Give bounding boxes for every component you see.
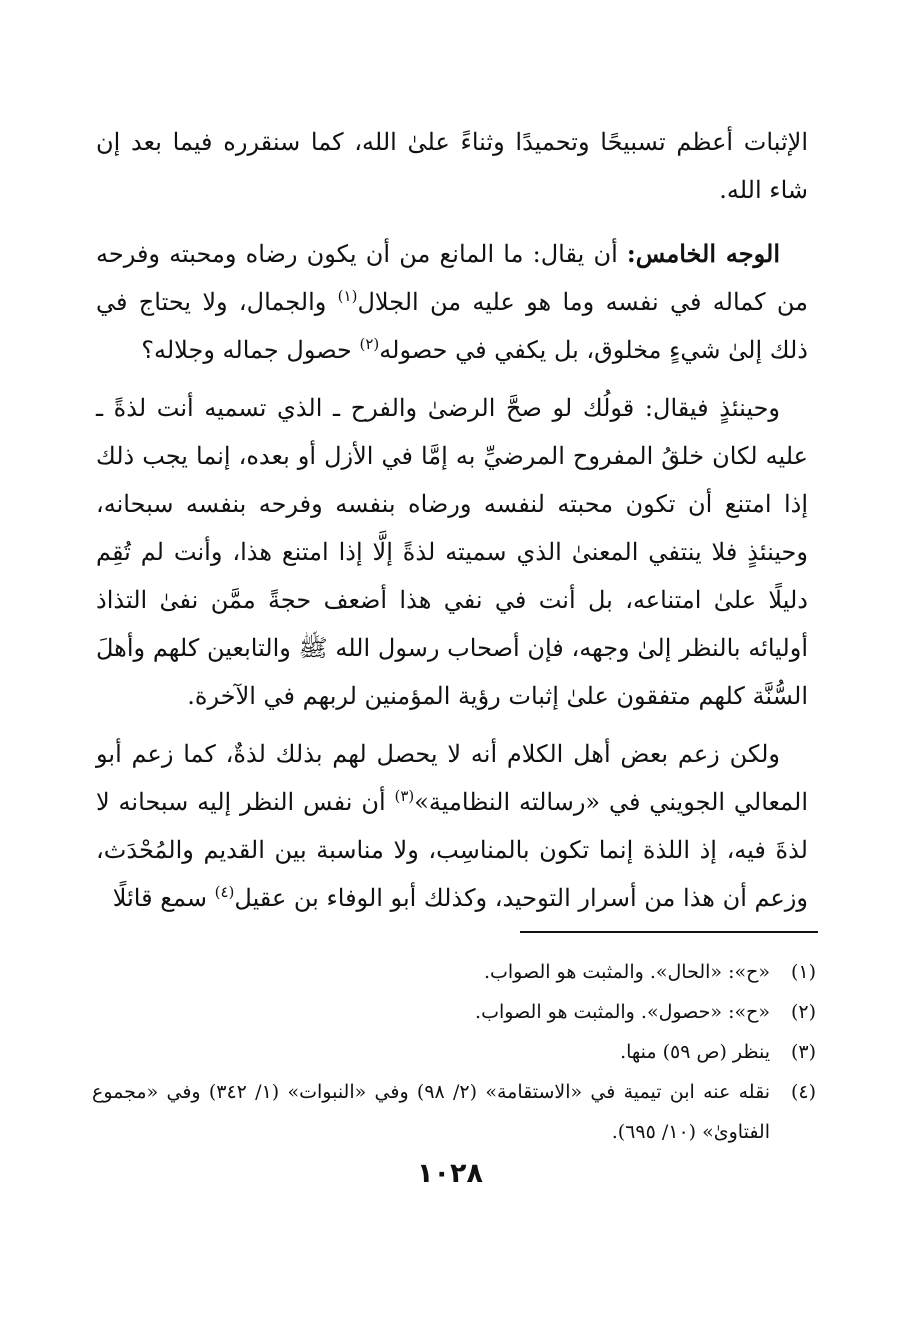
paragraph-continuation: الإثبات أعظم تسبيحًا وتحميدًا وثناءً علىٰ الله، كما سنقرره فيما بعد إن شاء الله. (96, 128, 808, 204)
footnote-number: (٣) (790, 1041, 816, 1063)
footnote-text: ينظر (ص ٥٩) منها. (620, 1041, 770, 1063)
paragraph-fifth-aspect (96, 230, 808, 374)
paragraph-text: سمع قائلًا (112, 884, 215, 912)
paragraph-text: حصول جماله وجلاله؟ (141, 336, 360, 364)
section-heading: الوجه الخامس: (626, 239, 780, 268)
footnote-number: (٢) (790, 1001, 816, 1023)
footnote-ref-1[interactable]: (١) (337, 287, 358, 305)
footnote-ref-2[interactable]: (٢) (359, 335, 380, 353)
footnote-ref-4[interactable]: (٤) (214, 883, 235, 901)
footnote-text: «ح»: «حصول». والمثبت هو الصواب. (475, 1001, 770, 1023)
paragraph-text: أن يقال: ما المانع من أن يكون رضاه ومحبته وفرحه من كماله في نفسه وما هو عليه من الجلال (96, 240, 808, 316)
footnote-item (92, 1032, 816, 1072)
footnote-divider (520, 931, 818, 933)
page-number: ١٠٢٨ (417, 1158, 483, 1189)
footnote-text: «ح»: «الحال». والمثبت هو الصواب. (483, 961, 770, 983)
footnotes-section (92, 952, 816, 1152)
footnote-number: (١) (790, 961, 816, 983)
footnote-ref-3[interactable]: (٣) (394, 787, 415, 805)
footnote-item (92, 952, 816, 992)
footnote-item (92, 1072, 816, 1152)
paragraph-rebuttal: وحينئذٍ فيقال: قولُك لو صحَّ الرضىٰ والفرح ـ الذي تسميه أنت لذةً ـ عليه لكان خلقُ المفروح المرضيِّ به إمَّا في الأزل أو بعده، إنما يجب ذلك إذا امتنع أن تكون محبته لنفسه ورضاه بنفسه وفرحه بنفسه سبحانه، وحينئذٍ فلا ينتفي المعنىٰ الذي سميته لذةً إلَّا إذا امتنع هذا، وأنت لم تُقِم دليلًا علىٰ امتناعه، بل أنت في نفي هذا أضعف حجةً ممَّن نفىٰ التذاذ أوليائه بالنظر إلىٰ وجهه، فإن أصحاب رسول الله ﷺ والتابعين كلهم وأهلَ السُّنَّة كلهم متفقون علىٰ إثبات رؤية المؤمنين لربهم في الآخرة. (96, 394, 808, 710)
footnote-text: نقله عنه ابن تيمية في «الاستقامة» (٢/ ٩٨) وفي «النبوات» (١/ ٣٤٢) وفي «مجموع الفتاوىٰ» (١٠/ ٦٩٥). (92, 1081, 770, 1143)
footnote-number: (٤) (790, 1081, 816, 1103)
paragraph-kalam (96, 730, 808, 922)
paragraph-text: أن نفس النظر إليه سبحانه لا لذةَ فيه، إذ اللذة إنما تكون بالمناسِب، ولا مناسبة بين القديم والمُحْدَث، وزعم أن هذا من أسرار التوحيد، وكذلك أبو الوفاء بن عقيل (96, 788, 808, 912)
footnote-item (92, 992, 816, 1032)
paragraph-text: والجمال، ولا يحتاج في ذلك إلىٰ شيءٍ مخلوق، بل يكفي في حصوله (96, 288, 808, 364)
paragraph-text: ولكن زعم بعض أهل الكلام أنه لا يحصل لهم بذلك لذةٌ، كما زعم أبو المعالي الجويني في «رسالته النظامية» (96, 740, 808, 816)
